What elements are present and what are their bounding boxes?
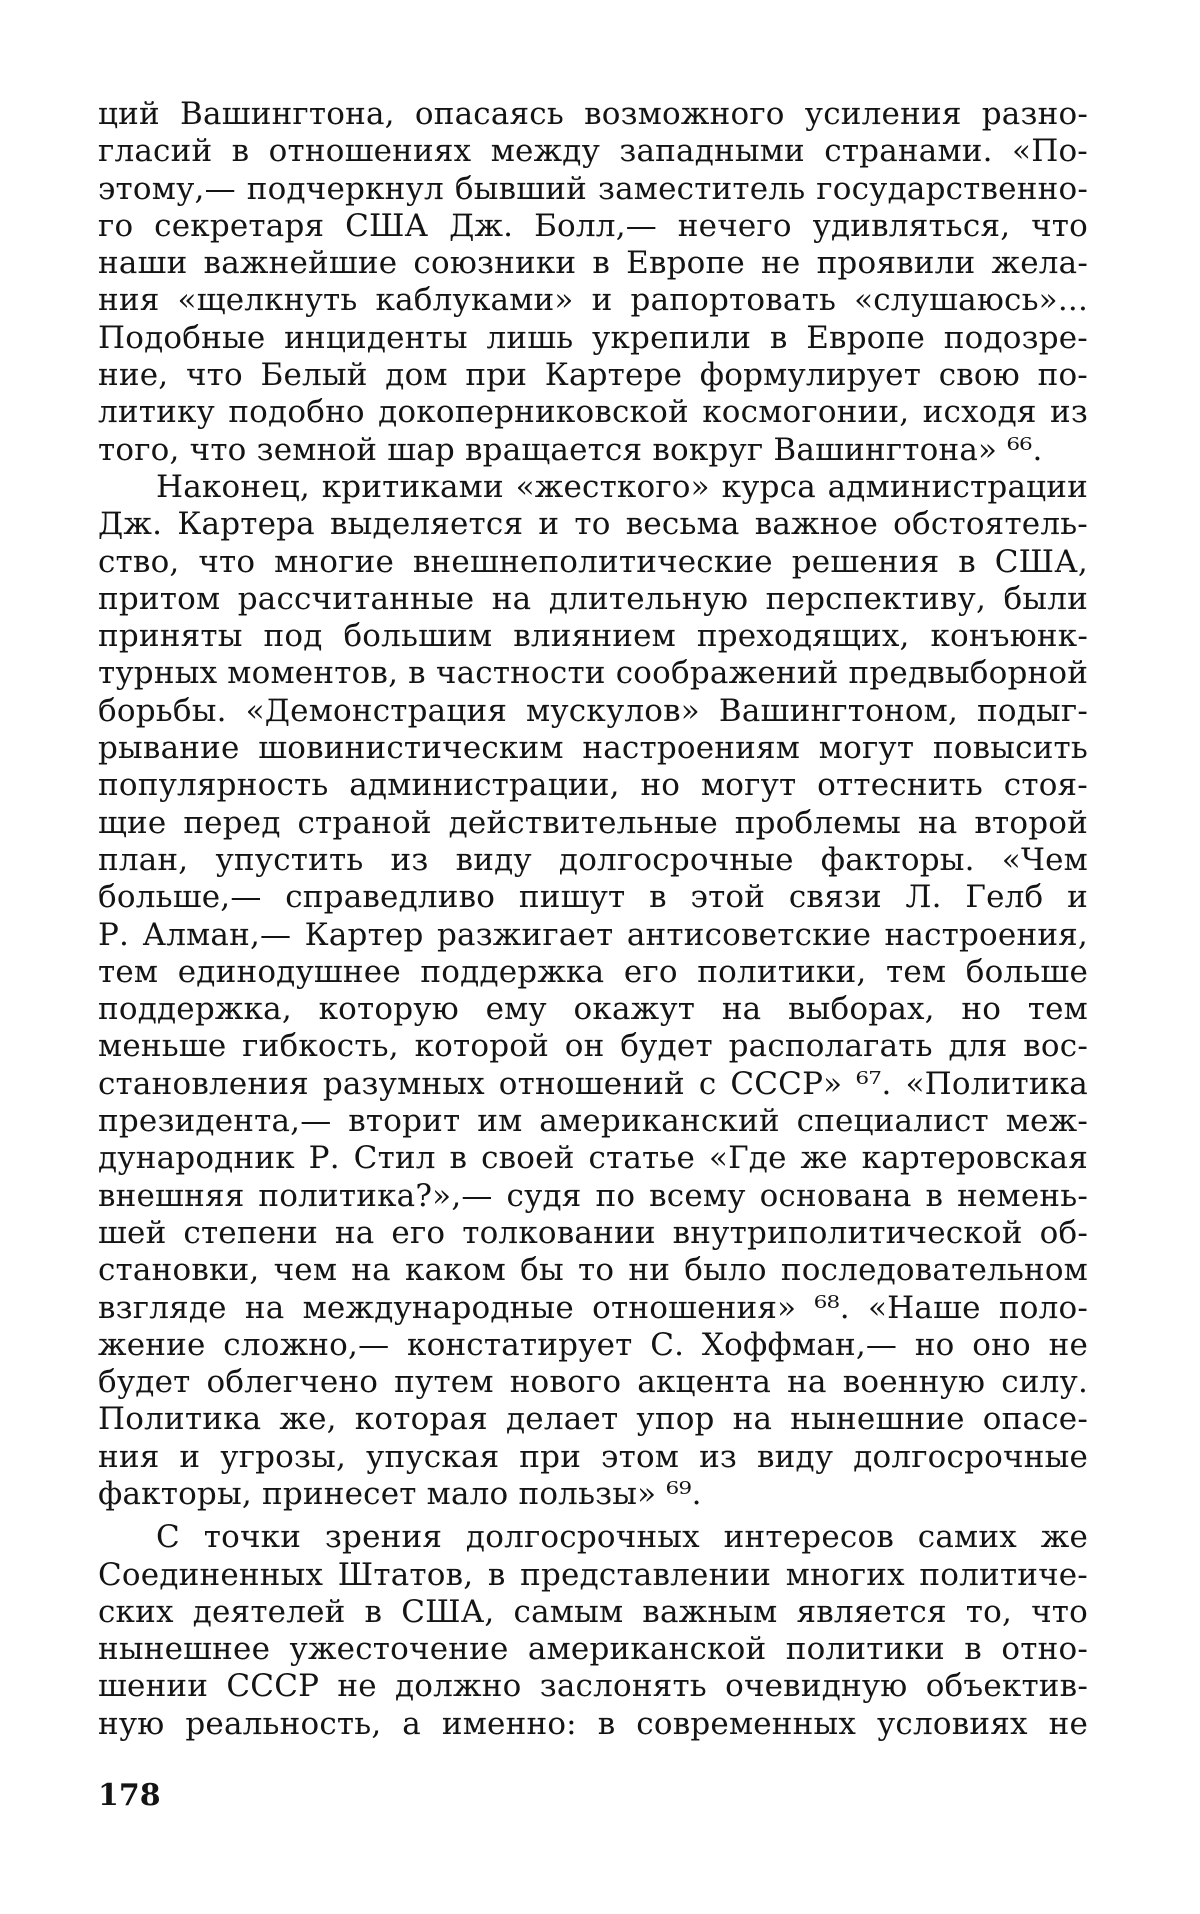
text-line: Политика же, которая делает упор на нынешние опасе-	[98, 1401, 1088, 1438]
page-body-text	[98, 96, 1088, 1743]
text-line: тем единодушнее поддержка его политики, тем больше	[98, 953, 1088, 990]
text-line: ния «щелкнуть каблуками» и рапортовать «слушаюсь»...	[98, 282, 1088, 319]
text-line: борьбы. «Демонстрация мускулов» Вашингтоном, подыг-	[98, 692, 1088, 729]
text-line: ских деятелей в США, самым важным является то, что	[98, 1593, 1088, 1630]
text-line: план, упустить из виду долгосрочные факторы. «Чем	[98, 841, 1088, 878]
text-line: будет облегчено путем нового акцента на военную силу.	[98, 1364, 1088, 1401]
text-line: ство, что многие внешнеполитические решения в США,	[98, 543, 1088, 580]
text-line: шении СССР не должно заслонять очевидную объектив-	[98, 1668, 1088, 1705]
text-line: С точки зрения долгосрочных интересов самих же	[156, 1519, 1088, 1556]
text-line: наши важнейшие союзники в Европе не проявили жела-	[98, 245, 1088, 282]
text-line: факторы, принесет мало пользы» ⁶⁹.	[98, 1475, 702, 1512]
text-line: дународник Р. Стил в своей статье «Где же картеровская	[98, 1140, 1088, 1177]
text-line: ций Вашингтона, опасаясь возможного усиления разно-	[98, 96, 1088, 132]
text-line: нынешнее ужесточение американской политики в отно-	[98, 1631, 1088, 1668]
text-line: жение сложно,— констатирует С. Хоффман,— но оно не	[98, 1326, 1088, 1363]
text-line: ную реальность, а именно: в современных условиях не	[98, 1705, 1088, 1742]
text-line: ния и угрозы, упуская при этом из виду долгосрочные	[98, 1438, 1088, 1475]
text-line: Подобные инциденты лишь укрепили в Европе подозре-	[98, 319, 1088, 356]
text-line: го секретаря США Дж. Болл,— нечего удивляться, что	[98, 207, 1088, 244]
text-line: становления разумных отношений с СССР» ⁶⁷. «Политика	[98, 1065, 1088, 1102]
text-line: этому,— подчеркнул бывший заместитель государственно-	[98, 170, 1088, 207]
text-line: турных моментов, в частности соображений предвыборной	[98, 655, 1089, 692]
text-line: гласий в отношениях между западными странами. «По-	[98, 133, 1088, 170]
text-line: внешняя политика?»,— судя по всему основана в немень-	[98, 1177, 1088, 1214]
text-line: Дж. Картера выделяется и то весьма важное обстоятель-	[98, 506, 1088, 543]
page-number: 178	[98, 1778, 161, 1813]
text-line: поддержка, которую ему окажут на выборах, но тем	[98, 991, 1088, 1028]
text-line: литику подобно докоперниковской космогонии, исходя из	[98, 394, 1088, 431]
text-line: президента,— вторит им американский специалист меж-	[98, 1103, 1088, 1140]
text-line: взгляде на международные отношения» ⁶⁸. «Наше поло-	[98, 1289, 1088, 1326]
text-line: того, что земной шар вращается вокруг Вашингтона» ⁶⁶.	[98, 431, 1043, 468]
text-line: щие перед страной действительные проблемы на второй	[98, 804, 1088, 841]
text-line: Р. Алман,— Картер разжигает антисоветские настроения,	[98, 916, 1088, 953]
text-line: шей степени на его толковании внутриполитической об-	[98, 1214, 1088, 1251]
paragraph	[98, 96, 1088, 469]
text-line: притом рассчитанные на длительную перспективу, были	[98, 580, 1088, 617]
text-line: популярность администрации, но могут оттеснить стоя-	[98, 767, 1088, 804]
text-line: приняты под большим влиянием преходящих, конъюнк-	[98, 618, 1088, 655]
text-line: ние, что Белый дом при Картере формулирует свою по-	[98, 357, 1088, 394]
text-line: меньше гибкость, которой он будет располагать для вос-	[98, 1028, 1088, 1065]
paragraph	[98, 469, 1088, 1513]
paragraph	[98, 1519, 1088, 1743]
text-line: Наконец, критиками «жесткого» курса администрации	[156, 468, 1088, 505]
text-line: Соединенных Штатов, в представлении многих политиче-	[98, 1556, 1088, 1593]
text-line: рывание шовинистическим настроениям могут повысить	[98, 730, 1088, 767]
text-line: больше,— справедливо пишут в этой связи Л. Гелб и	[98, 879, 1088, 916]
text-line: становки, чем на каком бы то ни было последовательном	[98, 1252, 1088, 1289]
